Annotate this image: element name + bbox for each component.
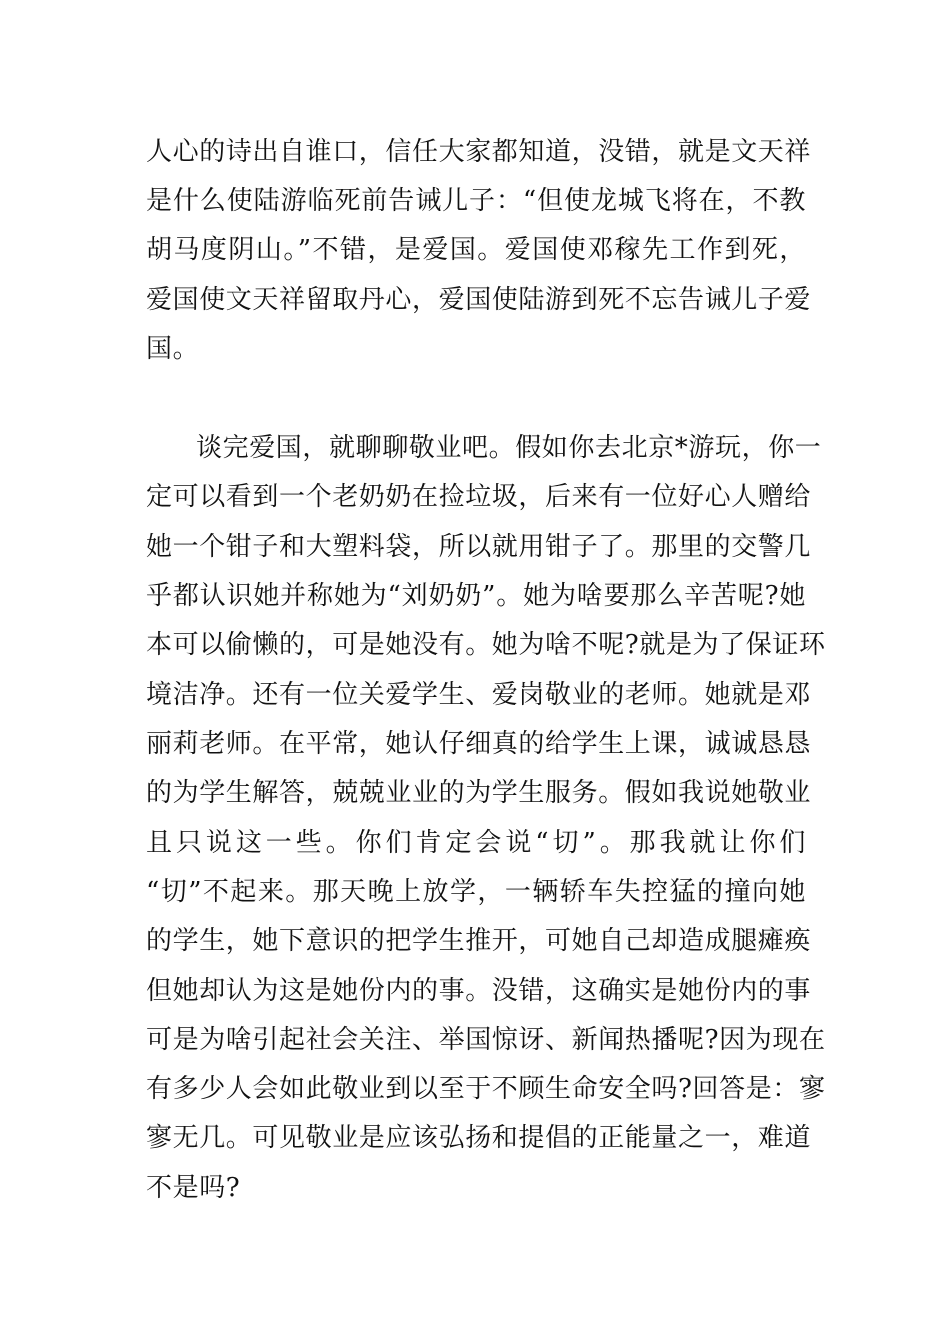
paragraph-line: 人心的诗出自谁口，信任大家都知道，没错，就是文天祥 xyxy=(146,137,812,167)
paragraph-line: 爱国使文天祥留取丹心，爱国使陆游到死不忘告诫儿子爱 xyxy=(146,285,812,315)
paragraph-line: 的为学生解答，兢兢业业的为学生服务。假如我说她敬业 xyxy=(146,778,812,808)
paragraph-line: 是什么使陆游临死前告诫儿子：“但使龙城飞将在，不教 xyxy=(146,186,806,216)
paragraph-line: 寥无几。可见敬业是应该弘扬和提倡的正能量之一，难道 xyxy=(146,1123,812,1153)
paragraph-line: 境洁净。还有一位关爱学生、爱岗敬业的老师。她就是邓 xyxy=(146,680,812,710)
paragraph-line: 本可以偷懒的，可是她没有。她为啥不呢?就是为了保证环 xyxy=(146,630,826,660)
paragraph-line: 国。 xyxy=(146,334,200,364)
paragraph-line: 但她却认为这是她份内的事。没错，这确实是她份内的事 xyxy=(146,976,812,1006)
paragraph-line: “切”不起来。那天晚上放学，一辆轿车失控猛的撞向她 xyxy=(146,877,806,907)
paragraph-line: 有多少人会如此敬业到以至于不顾生命安全吗?回答是：寥 xyxy=(146,1074,826,1104)
paragraph-line: 且只说这一些。你们肯定会说“切”。那我就让你们 xyxy=(146,828,806,858)
paragraph-line: 可是为啥引起社会关注、举国惊讶、新闻热播呢?因为现在 xyxy=(146,1025,826,1055)
paragraph-line: 胡马度阴山。”不错，是爱国。爱国使邓稼先工作到死， xyxy=(146,235,806,265)
paragraph-line: 谈完爱国，就聊聊敬业吧。假如你去北京*游玩，你一 xyxy=(196,433,822,463)
paragraph-line: 乎都认识她并称她为“刘奶奶”。她为啥要那么辛苦呢?她 xyxy=(146,581,806,611)
paragraph-line: 她一个钳子和大塑料袋，所以就用钳子了。那里的交警几 xyxy=(146,532,812,562)
paragraph-line: 不是吗? xyxy=(146,1173,241,1203)
paragraph-line: 丽莉老师。在平常，她认仔细真的给学生上课，诚诚恳恳 xyxy=(146,729,812,759)
paragraph-line: 定可以看到一个老奶奶在捡垃圾，后来有一位好心人赠给 xyxy=(146,482,812,512)
paragraph-line: 的学生，她下意识的把学生推开，可她自己却造成腿瘫痪 xyxy=(146,926,812,956)
